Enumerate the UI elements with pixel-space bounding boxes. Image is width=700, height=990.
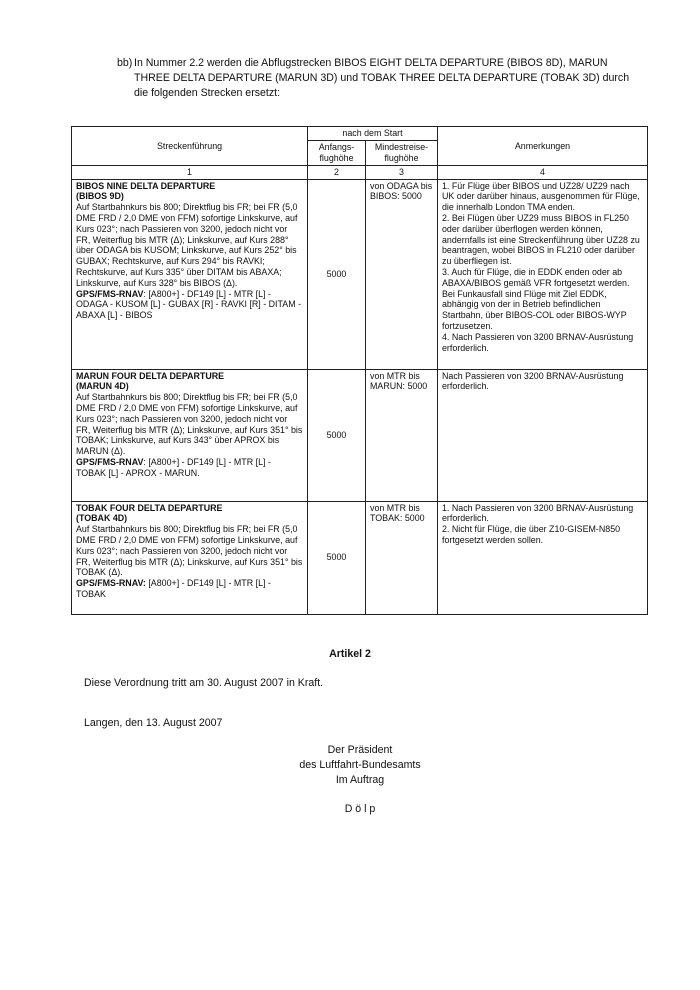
signature-on-behalf: Im Auftrag	[335, 774, 385, 786]
signature-title: Der Präsident	[327, 744, 393, 756]
remarks: 1. Für Flüge über BIBOS und UZ28/ UZ29 nach UK oder darüber hinaus, ausgenommen für Flüge, die innerhalb London TMA enden. 2. Bei Flügen über UZ29 muss BIBOS in FL250 oder darüber überflogen werden können, andernfalls ist eine Streckenführung über UZ28 zu beantragen, wobei BIBOS in FL210 oder darüber zu überfliegen ist. 3. Auch für Flüge, die in EDDK enden oder ab ABAXA/BIBOS gemäß VFR fortgesetzt werden. Bei Funkausfall sind Flüge mit Ziel EDDK, abhängig von der in Betrieb befindlichen Startbahn, über BIBOS-COL oder BIBOS-WYP fortzusetzen. 4. Nach Passieren von 3200 BRNAV-Ausrüstung erforderlich.	[438, 179, 648, 369]
route-code: (TOBAK 4D)	[76, 513, 128, 524]
gps-label: GPS/FMS-RNAV	[76, 456, 144, 467]
signature-block	[250, 743, 470, 817]
table-row	[72, 369, 648, 501]
intro-paragraph	[117, 56, 637, 101]
route-cell	[72, 369, 308, 501]
gps-route: : [A800+] - DF149 [L] - MTR [L] - TOBAK [L] - APROX - MARUN.	[76, 456, 271, 478]
route-code: (BIBOS 9D)	[76, 191, 124, 202]
route-code: (MARUN 4D)	[76, 381, 129, 392]
intro-label: bb)	[117, 57, 133, 69]
col-number-4: 4	[438, 165, 648, 179]
header-group: nach dem Start	[308, 127, 438, 141]
signature-authority: des Luftfahrt-Bundesamts	[299, 759, 421, 771]
intro-text: In Nummer 2.2 werden die Abflugstrecken BIBOS EIGHT DELTA DEPARTURE (BIBOS 8D), MARUN THREE DELTA DEPARTURE (MARUN 3D) und TOBAK THREE DELTA DEPARTURE (TOBAK 3D) durch die folgenden Strecken ersetzt:	[134, 57, 630, 99]
route-description: Auf Startbahnkurs bis 800; Direktflug bis FR; bei FR (5,0 DME FRD / 2,0 DME von FFM) sofortige Linkskurve, auf Kurs 023°; nach Passieren von 3200, jedoch nicht vor FR, Weiterflug bis MTR (Δ); Linkskurve, auf Kurs 351° bis TOBAK; Linkskurve, auf Kurs 343° über APROX bis MARUN (Δ).	[76, 392, 303, 457]
effective-date-text: Diese Verordnung tritt am 30. August 2007 in Kraft.	[84, 677, 324, 689]
min-cruise-altitude: von MTR bis TOBAK: 5000	[366, 501, 438, 614]
remarks: Nach Passieren von 3200 BRNAV-Ausrüstung erforderlich.	[438, 369, 648, 501]
route-name: MARUN FOUR DELTA DEPARTURE	[76, 370, 225, 381]
gps-label: GPS/FMS-RNAV	[76, 288, 144, 299]
initial-altitude: 5000	[308, 501, 366, 614]
number-row	[72, 165, 648, 179]
gps-label: GPS/FMS-RNAV:	[76, 578, 146, 589]
route-cell	[72, 179, 308, 369]
header-col1: Streckenführung	[72, 127, 308, 166]
routes-table	[71, 126, 648, 615]
artikel-heading: Artikel 2	[329, 648, 371, 660]
header-col2: Anfangs-flughöhe	[308, 140, 366, 165]
header-col3: Mindestreise-flughöhe	[366, 140, 438, 165]
route-cell	[72, 501, 308, 614]
table-row	[72, 501, 648, 614]
gps-route: : [A800+] - DF149 [L] - MTR [L] - ODAGA - KUSOM [L] - GUBAX [R] - RAVKI [R] - DITAM - ABAXA [L] - BIBOS	[76, 288, 302, 321]
initial-altitude: 5000	[308, 369, 366, 501]
min-cruise-altitude: von MTR bis MARUN: 5000	[366, 369, 438, 501]
remarks: 1. Nach Passieren von 3200 BRNAV-Ausrüstung erforderlich. 2. Nicht für Flüge, die über Z10-GISEM-N850 fortgesetzt werden sollen.	[438, 501, 648, 614]
col-number-2: 2	[308, 165, 366, 179]
header-row-1	[72, 127, 648, 141]
col-number-1: 1	[72, 165, 308, 179]
header-col4: Anmerkungen	[438, 127, 648, 166]
col-number-3: 3	[366, 165, 438, 179]
route-name: TOBAK FOUR DELTA DEPARTURE	[76, 502, 223, 513]
table-row	[72, 179, 648, 369]
signature-name: D ö l p	[344, 803, 376, 815]
gps-route: [A800+] - DF149 [L] - MTR [L] - TOBAK	[76, 578, 271, 599]
min-cruise-altitude: von ODAGA bis BIBOS: 5000	[366, 179, 438, 369]
initial-altitude: 5000	[308, 179, 366, 369]
place-date-text: Langen, den 13. August 2007	[84, 717, 223, 729]
route-description: Auf Startbahnkurs bis 800; Direktflug bis FR; bei FR (5,0 DME FRD / 2,0 DME von FFM) sofortige Linkskurve, auf Kurs 023°; nach Passieren von 3200, jedoch nicht vor FR, Weiterflug bis MTR (Δ); Linkskurve, auf Kurs 351° bis TOBAK (Δ).	[76, 524, 303, 578]
route-name: BIBOS NINE DELTA DEPARTURE	[76, 180, 216, 191]
route-description: Auf Startbahnkurs bis 800; Direktflug bis FR; bei FR (5,0 DME FRD / 2,0 DME von FFM) sofortige Linkskurve, auf Kurs 023°; nach Passieren von 3200, jedoch nicht vor FR, Weiterflug bis MTR (Δ); Linkskurve, auf Kurs 288° über ODAGA bis KUSOM; Linkskurve, auf Kurs 252° bis GUBAX; Rechtskurve, auf Kurs 294° bis RAVKI; Rechtskurve, auf Kurs 335° über DITAM bis ABAXA; Linkskurve, auf Kurs 328° bis BIBOS (Δ).	[76, 202, 298, 288]
